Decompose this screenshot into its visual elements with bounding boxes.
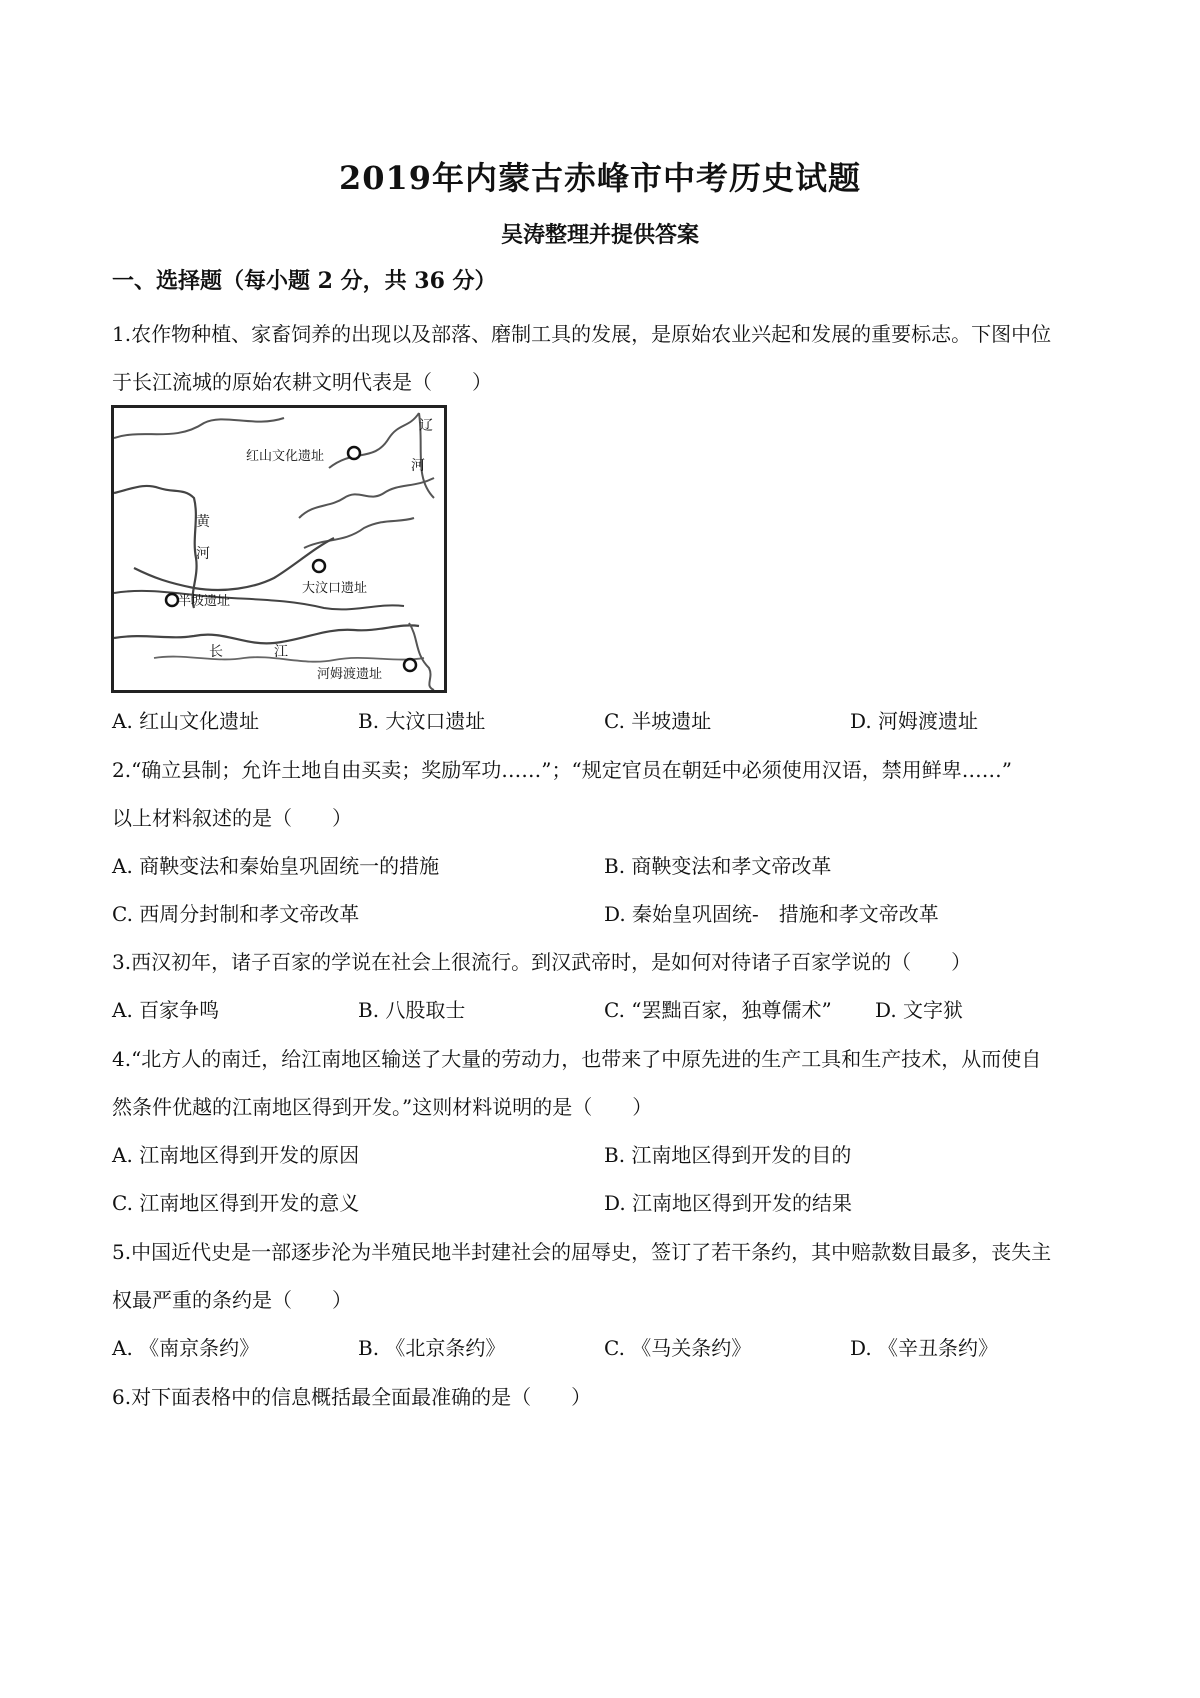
exam-title: 2019年内蒙古赤峰市中考历史试题 <box>338 159 862 197</box>
q2-option-b: B. 商鞅变法和孝文帝改革 <box>604 854 832 878</box>
hemudu-site-label: 河姆渡遗址 <box>317 667 383 682</box>
q4-line-1: 4.“北方人的南迁，给江南地区输送了大量的劳动力，也带来了中原先进的生产工具和生产技术，从而使自 <box>112 1047 1042 1071</box>
q1-option-b: B. 大汶口遗址 <box>358 709 486 733</box>
section-heading: 一、选择题（每小题 2 分，共 36 分） <box>112 268 497 294</box>
q3-option-b: B. 八股取士 <box>358 998 466 1022</box>
q5-line-1: 5.中国近代史是一部逐步沦为半殖民地半封建社会的屈辱史，签订了若干条约，其中赔款数目最多，丧失主 <box>112 1240 1052 1264</box>
q5-option-b: B. 《北京条约》 <box>358 1336 506 1360</box>
hemudu-site-marker <box>404 659 416 671</box>
q2-option-c: C. 西周分封制和孝文帝改革 <box>112 902 360 926</box>
dawenkou-site-marker <box>313 560 325 572</box>
q4-option-c: C. 江南地区得到开发的意义 <box>112 1191 360 1215</box>
q5-option-c: C. 《马关条约》 <box>604 1336 752 1360</box>
q5-option-a: A. 《南京条约》 <box>112 1336 260 1360</box>
yangtze-label-1: 长 <box>209 644 223 660</box>
q1-option-c: C. 半坡遗址 <box>604 709 712 733</box>
q2-option-d: D. 秦始皇巩固统- 措施和孝文帝改革 <box>604 902 939 926</box>
q4-option-a: A. 江南地区得到开发的原因 <box>112 1143 360 1167</box>
q2-line-2: 以上材料叙述的是（ ） <box>112 806 352 830</box>
q1-option-d: D. 河姆渡遗址 <box>850 709 979 733</box>
q2-option-a: A. 商鞅变法和秦始皇巩固统一的措施 <box>112 854 440 878</box>
q5-line-2: 权最严重的条约是（ ） <box>112 1288 352 1312</box>
yellow-river-label-1: 黄 <box>196 514 210 530</box>
dawenkou-site-label: 大汶口遗址 <box>302 581 368 596</box>
q4-option-b: B. 江南地区得到开发的目的 <box>604 1143 852 1167</box>
q4-option-d: D. 江南地区得到开发的结果 <box>604 1191 853 1215</box>
yangtze-label-2: 江 <box>274 644 288 660</box>
q1-option-a: A. 红山文化遗址 <box>112 709 260 733</box>
q3-option-a: A. 百家争鸣 <box>112 998 220 1022</box>
hongshan-site-label: 红山文化遗址 <box>246 449 325 464</box>
q3-line-1: 3.西汉初年，诸子百家的学说在社会上很流行。到汉武帝时，是如何对待诸子百家学说的（ ） <box>112 950 972 974</box>
liao-river-label-1: 辽 <box>419 418 433 434</box>
q5-option-d: D. 《辛丑条约》 <box>850 1336 999 1360</box>
q2-line-1: 2.“确立县制；允许土地自由买卖；奖励军功……”；“规定官员在朝廷中必须使用汉语，禁用鲜卑……” <box>112 758 1012 782</box>
q1-line-2: 于长江流城的原始农耕文明代表是（ ） <box>112 370 492 394</box>
exam-subtitle: 吴涛整理并提供答案 <box>500 222 699 248</box>
q6-line-1: 6.对下面表格中的信息概括最全面最准确的是（ ） <box>112 1385 592 1409</box>
q4-line-2: 然条件优越的江南地区得到开发。”这则材料说明的是（ ） <box>112 1095 653 1119</box>
banpo-site-marker <box>166 594 178 606</box>
q1-line-1: 1.农作物种植、家畜饲养的出现以及部落、磨制工具的发展，是原始农业兴起和发展的重要标志。下图中位 <box>112 322 1052 346</box>
liao-river-label-2: 河 <box>411 458 425 474</box>
banpo-site-label: 半坡遗址 <box>178 594 231 609</box>
neolithic-sites-map <box>111 405 447 693</box>
q3-option-d: D. 文字狱 <box>875 998 964 1022</box>
q3-option-c: C. “罢黜百家，独尊儒术” <box>604 998 832 1022</box>
hongshan-site-marker <box>348 447 360 459</box>
yellow-river-label-2: 河 <box>196 546 210 562</box>
